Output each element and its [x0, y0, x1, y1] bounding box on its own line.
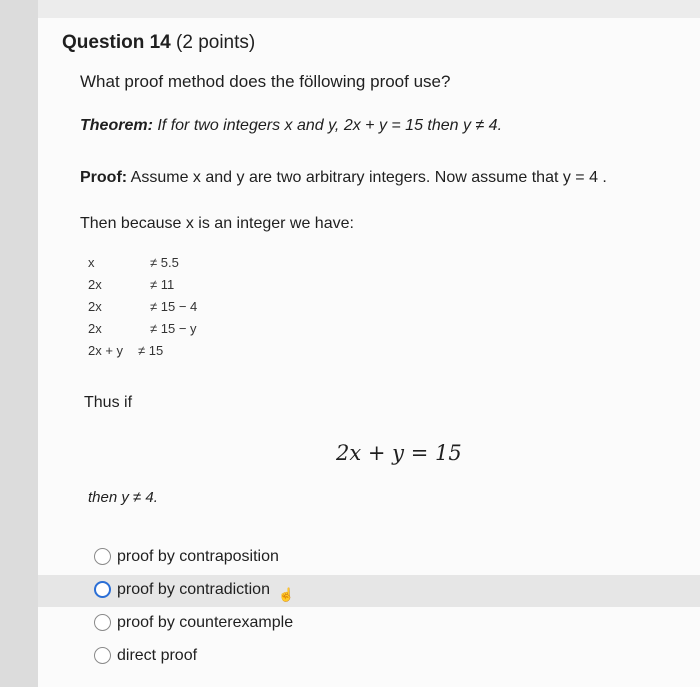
then-text: Then because x is an integer we have: [80, 215, 354, 232]
derivation-lhs: 2x + y [88, 343, 124, 358]
question-number: Question 14 [62, 32, 171, 53]
option-proof-by-contradiction[interactable] [38, 575, 700, 607]
radio-button[interactable] [94, 614, 111, 631]
radio-button[interactable] [94, 647, 111, 664]
left-panel [0, 0, 38, 687]
radio-button[interactable] [94, 548, 111, 565]
top-bar [38, 0, 700, 19]
question-points: (2 points) [176, 32, 256, 53]
question-title [62, 32, 255, 54]
derivation-rhs: ≠ 5.5 [150, 255, 179, 270]
option-label: proof by contradiction [117, 581, 270, 598]
derivation-rhs: ≠ 15 − y [150, 321, 197, 336]
derivation-rhs: ≠ 11 [150, 277, 175, 292]
question-prompt: What proof method does the föllowing proof use? [80, 72, 451, 91]
option-label: proof by counterexample [117, 614, 294, 631]
theorem [80, 117, 502, 135]
theorem-text: If for two integers x and y, 2x + y = 15 then y ≠ 4. [157, 117, 503, 134]
derivation-row [88, 340, 248, 362]
derivation-rhs: ≠ 15 [138, 343, 164, 358]
radio-button[interactable] [94, 581, 111, 598]
conclusion-text: then y ≠ 4. [88, 489, 158, 506]
hand-pointer-icon: ☝ [278, 587, 295, 602]
thus-text: Thus if [84, 394, 133, 411]
option-proof-by-contraposition[interactable] [38, 542, 700, 574]
derivation-row [88, 296, 248, 318]
equation: 2x + y = 15 [336, 441, 462, 465]
derivation-rhs: ≠ 15 − 4 [150, 299, 198, 314]
proof-label: Proof: [80, 169, 128, 186]
derivation-row [88, 274, 248, 296]
derivation-row [88, 252, 248, 274]
derivation-lhs: x [88, 255, 95, 270]
proof-text: Assume x and y are two arbitrary integers. Now assume that y = 4 . [130, 169, 607, 186]
derivation-lhs: 2x [88, 321, 102, 336]
proof [80, 169, 607, 187]
derivation-lhs: 2x [88, 299, 102, 314]
derivation-lhs: 2x [88, 277, 102, 292]
option-label: direct proof [117, 647, 198, 664]
option-label: proof by contraposition [117, 548, 279, 565]
derivation [88, 252, 248, 362]
question-card [38, 18, 700, 687]
derivation-row [88, 318, 248, 340]
option-proof-by-counterexample[interactable] [38, 608, 700, 640]
option-direct-proof[interactable] [38, 641, 700, 673]
theorem-label: Theorem: [80, 117, 153, 134]
